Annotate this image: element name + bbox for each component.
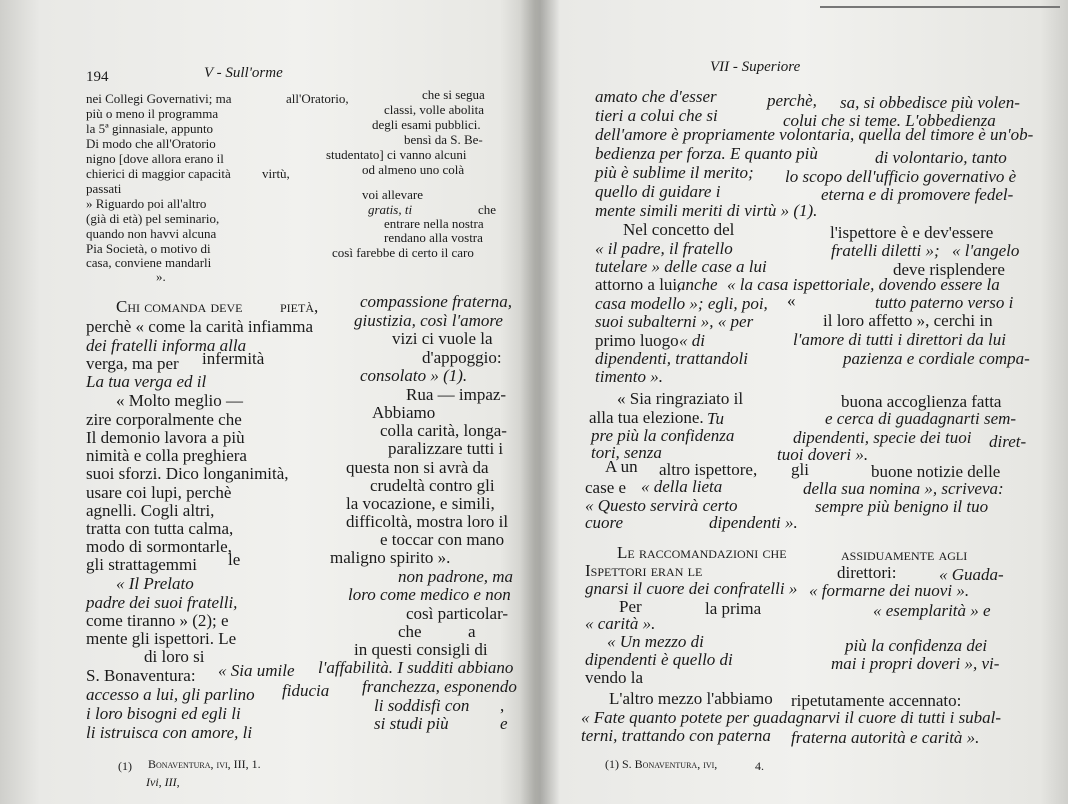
- text-line: altro ispettore,: [659, 460, 758, 479]
- text-line: casa, conviene mandarli: [86, 255, 212, 270]
- text-line: « di: [679, 331, 705, 350]
- text-line: verga, ma per: [86, 354, 179, 373]
- text-line: dipendenti, specie dei tuoi: [793, 428, 972, 447]
- text-line: « Molto meglio —: [116, 391, 244, 410]
- running-head: VII - Superiore: [710, 59, 801, 75]
- text-line: fiducia: [282, 681, 330, 700]
- text-line: tutelare » delle case a lui: [595, 257, 767, 276]
- text-line: mai i propri doveri », vi-: [831, 654, 1000, 673]
- text-line: chierici di maggior capacità: [86, 166, 231, 181]
- text-line: zire corporalmente che: [86, 410, 242, 429]
- text-line: mente gli ispettori. Le: [86, 629, 237, 648]
- text-line: A un: [605, 457, 638, 476]
- text-line: più è sublime il merito;: [595, 163, 754, 182]
- running-head: V - Sull'orme: [204, 65, 283, 81]
- text-line: della sua nomina », scriveva:: [803, 479, 1004, 498]
- text-line: buona accoglienza fatta: [841, 392, 1002, 411]
- text-line: voi allevare: [362, 187, 423, 202]
- text-line: nigno [dove allora erano il: [86, 151, 224, 166]
- page-number: 194: [86, 69, 109, 85]
- text-line: tori, senza: [591, 443, 662, 462]
- footnote-line: Ivi, III,: [146, 775, 180, 789]
- text-line: più la confidenza dei: [845, 636, 988, 655]
- text-line: degli esami pubblici.: [372, 117, 481, 132]
- text-line: la prima: [705, 599, 762, 618]
- text-line: « Il Prelato: [116, 574, 194, 593]
- text-line: fraterna autorità e carità ».: [791, 728, 980, 747]
- text-line: gli: [791, 460, 809, 479]
- text-line: vizi ci vuole la: [392, 329, 493, 348]
- text-line: sa, si obbedisce più volen-: [840, 93, 1020, 112]
- text-line: pietà,: [280, 297, 319, 316]
- text-line: tutto paterno verso i: [875, 293, 1014, 312]
- text-line: Per: [619, 597, 642, 616]
- text-line: « Questo servirà certo: [585, 496, 738, 515]
- text-line: così farebbe di certo il caro: [332, 245, 474, 260]
- text-line: accesso a lui, gli parlino: [86, 685, 255, 704]
- text-line: studentato] ci vanno alcuni: [326, 147, 467, 162]
- text-line: che: [478, 202, 497, 217]
- text-line: Chi comanda deve: [116, 297, 243, 316]
- text-line: di volontario, tanto: [875, 148, 1007, 167]
- text-line: quando non havvi alcuna: [86, 226, 217, 241]
- text-line: « la casa ispettoriale, dovendo essere la: [727, 275, 1000, 294]
- text-line: Abbiamo: [372, 403, 436, 422]
- text-line: Tu: [707, 409, 725, 428]
- text-line: più o meno il programma: [86, 106, 219, 121]
- text-line: amato che d'esser: [595, 87, 717, 106]
- text-line: all'Oratorio,: [286, 91, 349, 106]
- text-line: Le raccomandazioni che: [617, 543, 787, 562]
- text-line: passati: [86, 181, 122, 196]
- text-line: vendo la: [585, 668, 644, 687]
- footnote-marker: (1): [118, 759, 132, 773]
- text-line: si studi più: [374, 714, 449, 733]
- text-line: dipendenti è quello di: [585, 650, 733, 669]
- text-line: « Fate quanto potete per guadagnarvi il cuore di tutti i subal-: [581, 708, 1002, 727]
- text-line: l'amore di tutti i direttori da lui: [793, 330, 1006, 349]
- text-line: infermità: [202, 349, 265, 368]
- text-line: suoi sforzi. Dico longanimità,: [86, 464, 289, 483]
- text-line: li istruisca con amore, li: [86, 723, 253, 742]
- text-line: agnelli. Cogli altri,: [86, 501, 215, 520]
- text-line: loro come medico e non: [348, 585, 511, 604]
- text-line: L'altro mezzo l'abbiamo: [609, 689, 773, 708]
- text-line: « Sia umile: [218, 661, 295, 680]
- text-line: la vocazione, e simili,: [346, 494, 495, 513]
- text-line: perchè,: [767, 91, 817, 110]
- text-line: alla tua elezione.: [589, 408, 704, 427]
- text-line: li soddisfi con: [374, 696, 470, 715]
- text-line: bensì da S. Be-: [404, 132, 483, 147]
- text-line: suoi subalterni », « per: [595, 312, 754, 331]
- text-line: come tiranno » (2); e: [86, 611, 229, 630]
- text-line: sempre più benigno il tuo: [815, 497, 989, 516]
- text-line: virtù,: [262, 166, 290, 181]
- text-line: diret-: [989, 432, 1027, 451]
- text-line: così particolar-: [406, 604, 509, 623]
- text-line: Di modo che all'Oratorio: [86, 136, 216, 151]
- footnote-line: 4.: [755, 759, 764, 773]
- text-line: il loro affetto », cerchi in: [823, 311, 993, 330]
- text-line: Pia Società, o motivo di: [86, 241, 211, 256]
- text-line: padre dei suoi fratelli,: [86, 593, 238, 612]
- text-line: a: [468, 622, 476, 641]
- text-line: « Sia ringraziato il: [617, 389, 744, 408]
- text-line: Il demonio lavora a più: [86, 428, 245, 447]
- text-line: i loro bisogni ed egli li: [86, 704, 241, 723]
- text-line: difficoltà, mostra loro il: [346, 512, 509, 531]
- text-line: dell'amore è propriamente volontaria, quella del timore è un'ob-: [595, 125, 1034, 144]
- text-line: gnarsi il cuore dei confratelli »: [585, 579, 798, 598]
- text-line: assiduamente agli: [841, 545, 968, 564]
- text-line: di loro si: [144, 647, 205, 666]
- text-line: timento ».: [595, 367, 663, 386]
- footnote-line: Bonaventura, ivi, III, 1.: [148, 757, 261, 771]
- text-line: entrare nella nostra: [384, 216, 484, 231]
- text-line: attorno a lui,: [595, 275, 682, 294]
- text-line: rendano alla vostra: [384, 230, 483, 245]
- text-line: La tua verga ed il: [86, 372, 207, 391]
- text-line: modo di sormontarle,: [86, 537, 232, 556]
- text-line: » Riguardo poi all'altro: [86, 196, 207, 211]
- text-line: od almeno uno colà: [362, 162, 465, 177]
- text-line: compassione fraterna,: [360, 292, 513, 311]
- text-line: buone notizie delle: [871, 462, 1001, 481]
- text-line: tratta con tutta calma,: [86, 519, 234, 538]
- text-line: nimità e colla preghiera: [86, 446, 247, 465]
- text-line: primo luogo: [595, 331, 679, 350]
- text-line: « esemplarità » e: [873, 601, 991, 620]
- text-line: lo scopo dell'ufficio governativo è: [785, 167, 1017, 186]
- text-line: fratelli diletti »;: [831, 241, 940, 260]
- text-line: dei fratelli informa alla: [86, 336, 247, 355]
- text-line: direttori:: [837, 563, 897, 582]
- text-line: paralizzare tutti i: [388, 439, 504, 458]
- text-line: anche: [677, 275, 718, 294]
- text-line: tieri a colui che si: [595, 106, 718, 125]
- text-line: crudeltà contro gli: [370, 476, 495, 495]
- text-line: « carità ».: [585, 614, 656, 633]
- text-line: Ispettori eran le: [585, 561, 703, 580]
- text-line: e: [500, 714, 508, 733]
- text-line: eterna e di promovere fedel-: [821, 185, 1014, 204]
- text-line: « della lieta: [641, 477, 723, 496]
- text-line: mente simili meriti di virtù » (1).: [595, 201, 818, 220]
- text-line: gli strattagemmi: [86, 555, 197, 574]
- text-line: dipendenti, trattandoli: [595, 349, 748, 368]
- text-line: e cerca di guadagnarti sem-: [825, 409, 1017, 428]
- text-line: quello di guidare i: [595, 182, 721, 201]
- text-line: consolato » (1).: [360, 366, 468, 385]
- text-line: pre più la confidenza: [591, 426, 735, 445]
- text-line: terni, trattando con paterna: [581, 726, 771, 745]
- text-line: tuoi doveri ».: [777, 445, 869, 464]
- text-line: ripetutamente accennato:: [791, 691, 962, 710]
- text-line: questa non si avrà da: [346, 458, 489, 477]
- text-line: che: [398, 622, 422, 641]
- text-line: gratis, ti: [368, 202, 413, 217]
- text-line: usare coi lupi, perchè: [86, 483, 232, 502]
- text-line: case e: [585, 478, 627, 497]
- text-line: deve risplendere: [893, 260, 1005, 279]
- text-line: non padrone, ma: [398, 567, 514, 586]
- text-line: bedienza per forza. E quanto più: [595, 144, 818, 163]
- text-line: d'appoggio:: [422, 348, 502, 367]
- text-line: Nel concetto del: [623, 220, 735, 239]
- text-line: perchè « come la carità infiamma: [86, 317, 314, 336]
- text-line: nei Collegi Governativi; ma: [86, 91, 232, 106]
- text-line: maligno spirito ».: [330, 548, 451, 567]
- text-line: S. Bonaventura:: [86, 666, 196, 685]
- text-line: e toccar con mano: [380, 530, 505, 549]
- text-line: « l'angelo: [952, 241, 1020, 260]
- right-page: [545, 0, 1068, 804]
- text-line: che si segua: [422, 87, 485, 102]
- text-line: giustizia, così l'amore: [354, 311, 503, 330]
- text-line: « Guada-: [939, 565, 1004, 584]
- text-line: classi, volle abolita: [384, 102, 485, 117]
- text-line: «: [787, 291, 796, 310]
- text-line: casa modello »; egli, poi,: [595, 294, 768, 313]
- text-line: cuore: [585, 513, 624, 532]
- text-line: « Un mezzo di: [607, 632, 704, 651]
- text-line: ».: [156, 269, 166, 284]
- text-line: dipendenti ».: [709, 513, 798, 532]
- text-line: « formarne dei nuovi ».: [809, 581, 970, 600]
- footnote-line: (1) S. Bonaventura, ivi,: [605, 757, 718, 771]
- text-line: ,: [500, 696, 505, 715]
- text-line: l'ispettore è e dev'essere: [830, 223, 994, 242]
- text-line: colui che si teme. L'obbedienza: [783, 111, 996, 130]
- text-line: le: [228, 550, 241, 569]
- text-line: la 5ª ginnasiale, appunto: [86, 121, 214, 136]
- left-page: [0, 0, 530, 804]
- text-line: pazienza e cordiale compa-: [843, 349, 1030, 368]
- text-line: in questi consigli di: [354, 640, 488, 659]
- text-line: « il padre, il fratello: [595, 239, 733, 258]
- text-line: colla carità, longa-: [380, 421, 507, 440]
- text-line: franchezza, esponendo: [362, 677, 517, 696]
- text-line: (già di età) pel seminario,: [86, 211, 220, 226]
- text-line: Rua — impaz-: [406, 385, 507, 404]
- text-line: l'affabilità. I sudditi abbiano: [318, 658, 514, 677]
